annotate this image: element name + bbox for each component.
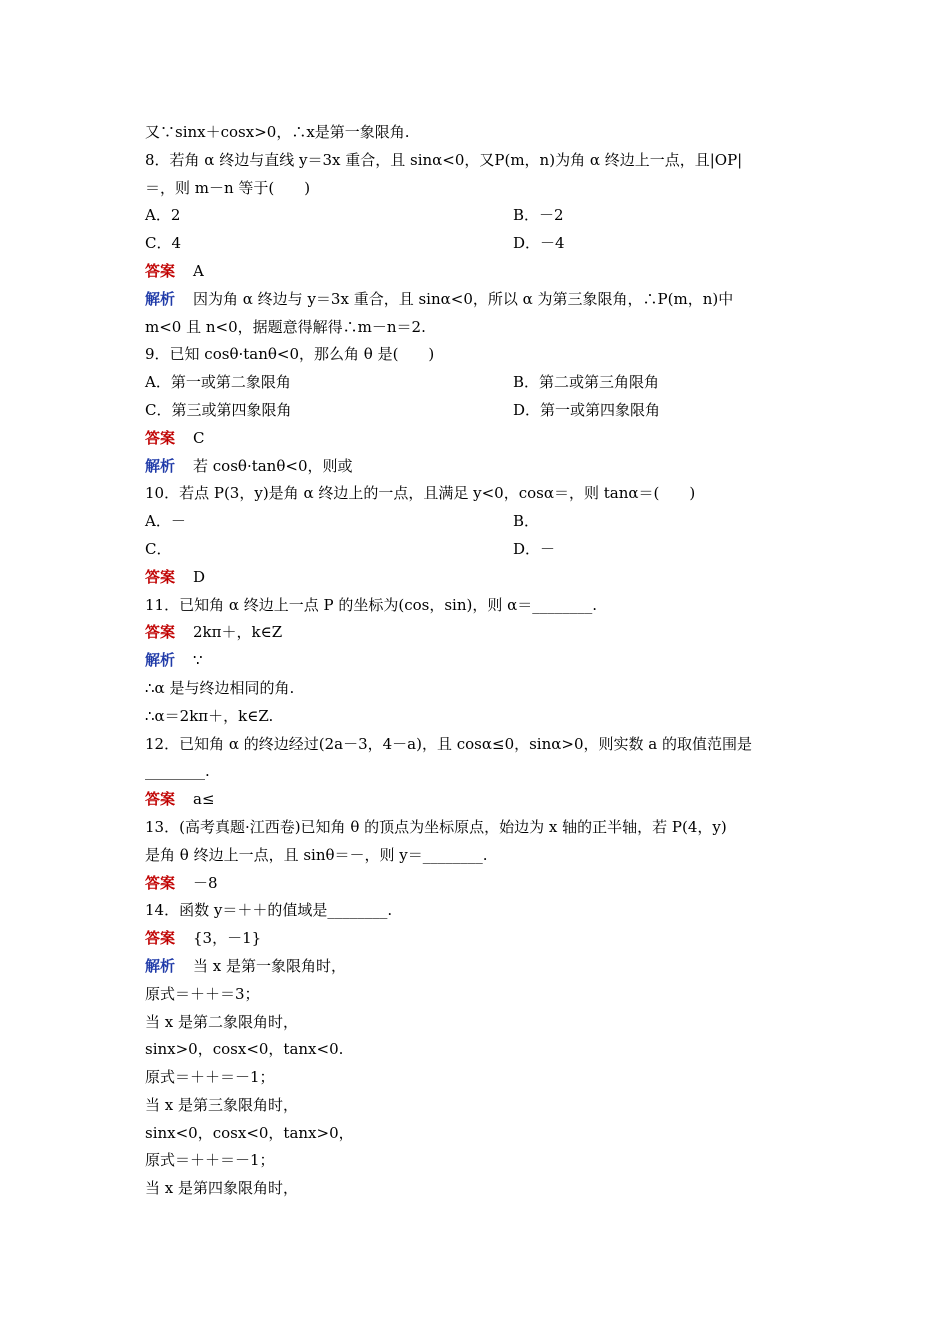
question-9-options-row-1 — [145, 369, 810, 397]
answer-value: C — [193, 428, 205, 447]
analysis-text: 若 cosθ·tanθ<0，则或 — [193, 456, 353, 475]
analysis-continuation: 原式＝＋＋＝－1； — [145, 1068, 275, 1087]
question-14: 14．函数 y＝＋＋的值域是________. — [145, 901, 393, 920]
answer-line — [145, 564, 810, 592]
analysis-text: 当 x 是第一象限角时， — [193, 956, 347, 975]
option-d: D．－4 — [513, 234, 565, 253]
answer-line — [145, 925, 810, 953]
question-11: 11．已知角 α 终边上一点 P 的坐标为(cos，sin)，则 α＝________. — [145, 595, 598, 614]
answer-label: 答案 — [145, 623, 176, 642]
question-10-options-row-2 — [145, 536, 810, 564]
answer-value: －8 — [193, 873, 218, 892]
analysis-continuation: 当 x 是第四象限角时， — [145, 1179, 298, 1198]
answer-line — [145, 786, 810, 814]
answer-line — [145, 258, 810, 286]
question-8-options-row-2 — [145, 230, 810, 258]
answer-line — [145, 619, 810, 647]
analysis-continuation: m<0 且 n<0，据题意得解得∴m－n＝2. — [145, 317, 426, 336]
answer-label: 答案 — [145, 261, 176, 280]
analysis-label: 解析 — [145, 956, 176, 975]
analysis-continuation: ∴α 是与终边相同的角. — [145, 678, 295, 697]
answer-value: D — [193, 567, 206, 586]
question-8-line-1: 8．若角 α 终边与直线 y＝3x 重合，且 sinα<0，又P(m，n)为角 α 终边上一点，且|OP| — [145, 150, 743, 169]
analysis-line — [145, 286, 810, 314]
question-8-options-row-1 — [145, 202, 810, 230]
option-a: A．第一或第二象限角 — [145, 373, 291, 392]
option-a: A．2 — [145, 206, 181, 225]
question-10-options-row-1 — [145, 508, 810, 536]
answer-line — [145, 425, 810, 453]
analysis-label: 解析 — [145, 456, 176, 475]
option-b: B． — [513, 512, 540, 531]
analysis-line — [145, 953, 810, 981]
option-d: D．第一或第四象限角 — [513, 400, 661, 419]
analysis-text: 因为角 α 终边与 y＝3x 重合，且 sinα<0，所以 α 为第三象限角，∴P(m，n)中 — [193, 289, 734, 308]
analysis-continuation: sinx>0，cosx<0，tanx<0. — [145, 1040, 344, 1059]
answer-label: 答案 — [145, 567, 176, 586]
answer-label: 答案 — [145, 428, 176, 447]
text-line: 又∵sinx＋cosx>0，∴x是第一象限角. — [145, 123, 410, 141]
analysis-continuation: sinx<0，cosx<0，tanx>0， — [145, 1123, 354, 1142]
question-12-line-1: 12．已知角 α 的终边经过(2a－3，4－a)，且 cosα≤0，sinα>0，则实数 a 的取值范围是 — [145, 734, 752, 753]
option-c: C． — [145, 539, 172, 558]
option-a: A．－ — [145, 512, 186, 531]
analysis-line — [145, 647, 810, 675]
analysis-continuation: 当 x 是第二象限角时， — [145, 1012, 298, 1031]
analysis-text: ∵ — [193, 651, 203, 670]
answer-value: 2kπ＋，k∈Z — [193, 623, 283, 642]
analysis-line — [145, 453, 810, 481]
answer-label: 答案 — [145, 790, 176, 809]
analysis-label: 解析 — [145, 289, 176, 308]
question-10: 10．若点 P(3，y)是角 α 终边上的一点，且满足 y<0，cosα＝，则 tanα＝( ) — [145, 484, 696, 503]
option-c: C．第三或第四象限角 — [145, 400, 292, 419]
analysis-continuation: ∴α＝2kπ＋，k∈Z. — [145, 706, 274, 725]
analysis-continuation: 原式＝＋＋＝－1； — [145, 1151, 275, 1170]
answer-value: A — [193, 261, 204, 280]
analysis-continuation: 当 x 是第三象限角时， — [145, 1095, 298, 1114]
option-d: D．－ — [513, 539, 556, 558]
question-13-line-2: 是角 θ 终边上一点，且 sinθ＝－，则 y＝________. — [145, 845, 488, 864]
answer-value: {3，－1} — [193, 929, 262, 948]
analysis-continuation: 原式＝＋＋＝3； — [145, 984, 260, 1003]
question-12-line-2: ________. — [145, 762, 210, 781]
question-9-options-row-2 — [145, 397, 810, 425]
question-13-line-1: 13．(高考真题·江西卷)已知角 θ 的顶点为坐标原点，始边为 x 轴的正半轴，若 P(4，y) — [145, 817, 727, 836]
question-9: 9．已知 cosθ·tanθ<0，那么角 θ 是( ) — [145, 345, 435, 364]
answer-line — [145, 870, 810, 898]
option-c: C．4 — [145, 234, 182, 253]
option-b: B．－2 — [513, 206, 564, 225]
option-b: B．第二或第三角限角 — [513, 373, 660, 392]
answer-label: 答案 — [145, 873, 176, 892]
analysis-label: 解析 — [145, 651, 176, 670]
answer-label: 答案 — [145, 929, 176, 948]
document-page — [145, 119, 810, 1203]
answer-value: a≤ — [193, 790, 215, 809]
question-8-line-2: ＝，则 m－n 等于( ) — [145, 178, 311, 197]
